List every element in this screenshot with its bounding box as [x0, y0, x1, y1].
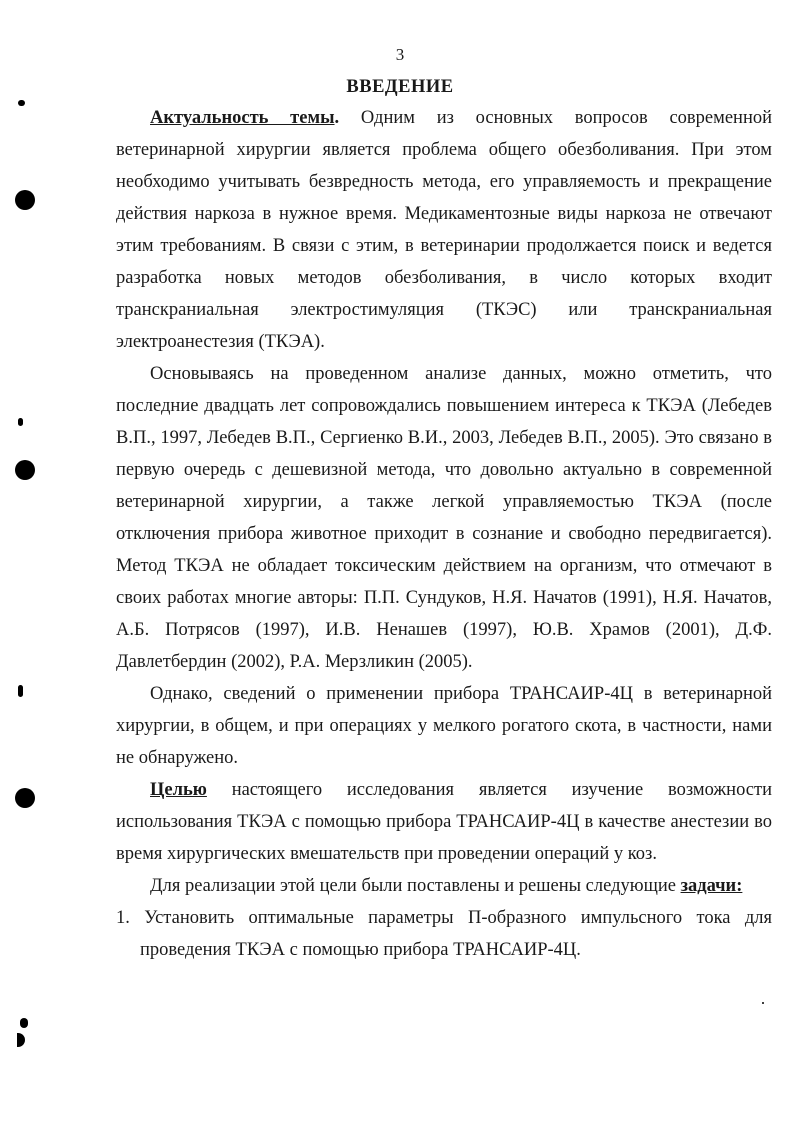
relevance-label-period: . — [334, 108, 340, 128]
goal-label: Целью — [150, 780, 207, 800]
tasks-label: задачи: — [680, 876, 743, 896]
relevance-text: Одним из основных вопросов современной ветеринарной хирургии является проблема общего обезболивания. При этом необходимо учитывать безвредность метода, его управляемость и прекращение действия наркоза в нужное время. Медикаментозные виды наркоза не отвечают этим требованиям. В связи с этим, в ветеринарии продолжается поиск и ведется разработка новых методов обезболивания, в число которых входит транскраниальная электростимуляция (ТКЭС) или транскраниальная электроанестезия (ТКЭА). — [116, 108, 772, 352]
scan-speck — [762, 1002, 764, 1004]
paragraph-tasks-intro — [116, 870, 772, 902]
scan-speck — [18, 685, 23, 697]
document-body — [116, 102, 772, 966]
section-heading: ВВЕДЕНИЕ — [346, 77, 454, 97]
tasks-intro-text: Для реализации этой цели были поставлены и решены следующие — [150, 876, 681, 896]
scan-speck — [18, 418, 23, 426]
scan-speck — [20, 1018, 28, 1028]
punch-hole — [15, 788, 35, 808]
punch-hole — [15, 190, 35, 210]
scan-speck — [17, 1033, 25, 1047]
goal-text: настоящего исследования является изучение возможности использования ТКЭА с помощью прибора ТРАНСАИР-4Ц в качестве анестезии во время хирургических вмешательств при проведении операций у коз. — [116, 780, 772, 864]
relevance-label: Актуальность темы — [150, 108, 335, 128]
paragraph-relevance — [116, 102, 772, 358]
paragraph-goal — [116, 774, 772, 870]
list-item: 1. Установить оптимальные параметры П-образного импульсного тока для проведения ТКЭА с помощью прибора ТРАНСАИР-4Ц. — [116, 908, 772, 960]
paragraph-novelty: Однако, сведений о применении прибора ТРАНСАИР-4Ц в ветеринарной хирургии, в общем, и при операциях у мелкого рогатого скота, в частности, нами не обнаружено. — [116, 684, 772, 768]
scan-speck — [18, 100, 25, 106]
paragraph-analysis: Основываясь на проведенном анализе данных, можно отметить, что последние двадцать лет сопровождались повышением интереса к ТКЭА (Лебедев В.П., 1997, Лебедев В.П., Сергиенко В.И., 2003, Лебедев В.П., 2005). Это связано в первую очередь с дешевизной метода, что довольно актуально в современной ветеринарной хирургии, а также легкой управляемостью ТКЭА (после отключения прибора животное приходит в сознание и свободно передвигается). Метод ТКЭА не обладает токсическим действием на организм, что отмечают в своих работах многие авторы: П.П. Сундуков, Н.Я. Начатов (1991), Н.Я. Начатов, А.Б. Потрясов (1997), И.В. Ненашев (1997), Ю.В. Храмов (2001), Д.Ф. Давлетбердин (2002), Р.А. Мерзликин (2005). — [116, 364, 772, 672]
page-number: 3 — [395, 45, 405, 64]
punch-hole — [15, 460, 35, 480]
